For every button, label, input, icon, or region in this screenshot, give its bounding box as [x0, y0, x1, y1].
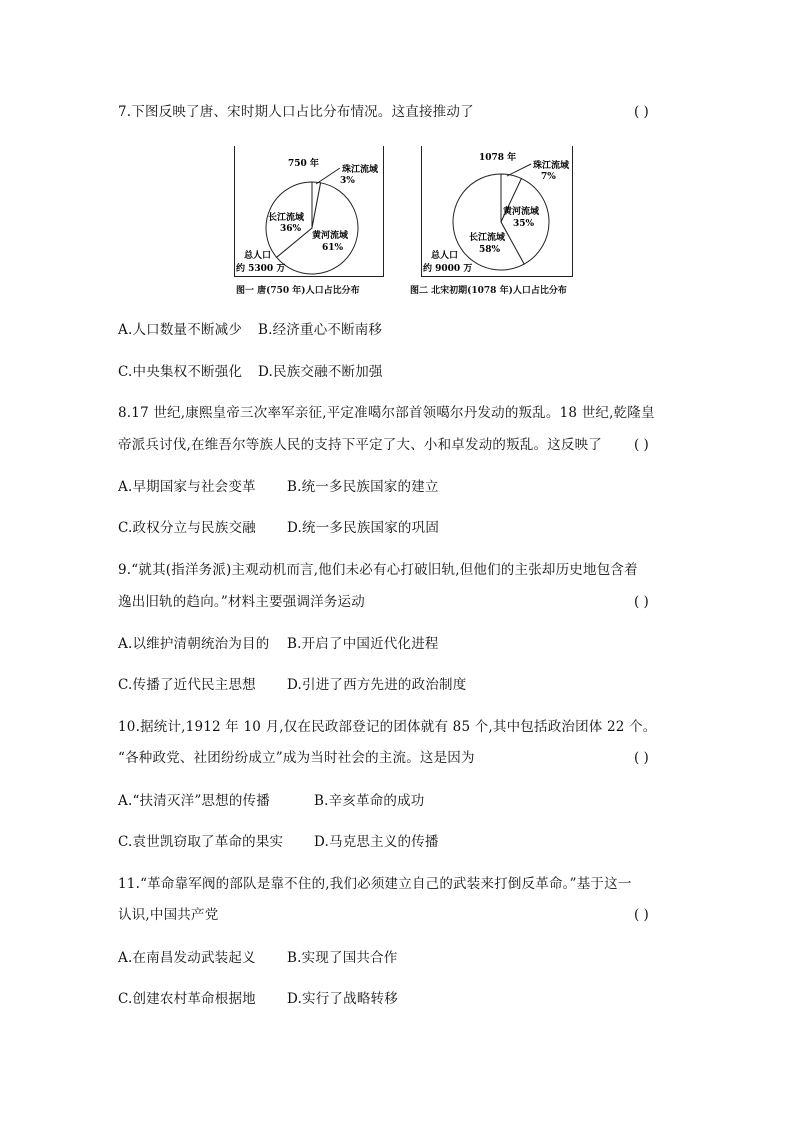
chart-1-caption: 图一 唐(750 年)人口占比分布 [236, 286, 360, 296]
q7-stem: 7.下图反映了唐、宋时期人口占比分布情况。这直接推动了 [118, 104, 474, 120]
q9-stem-line-1: 9.“就其(指洋务派)主观动机而言,他们未必有心打破旧轨,但他们的主张却历史地包含着 [118, 562, 638, 578]
q8-stem-line-2: 帝派兵讨伐,在维吾尔等族人民的支持下平定了大、小和卓发动的叛乱。这反映了 [118, 437, 602, 453]
q7-answer-paren: ( ) [634, 104, 649, 120]
chart-2-slice-2-name: 珠江流域 [533, 161, 570, 171]
q11-option-d: D.实行了战略转移 [287, 991, 398, 1007]
q10-option-d: D.马克思主义的传播 [314, 834, 439, 850]
q7-option-d: D.民族交融不断加强 [258, 364, 383, 380]
chart-1-total-title: 总人口 [244, 251, 272, 261]
chart-1-slice-1-value: 36% [280, 224, 302, 234]
q8-option-c: C.政权分立与民族交融 [118, 520, 256, 536]
chart-1-slice-2-value: 3% [340, 176, 355, 186]
chart-1-slice-2-name: 珠江流域 [342, 165, 379, 175]
chart-2-slice-1-value: 35% [513, 219, 535, 229]
chart-2-pie [421, 146, 573, 278]
q10-option-a: A.“扶清灭洋”思想的传播 [118, 793, 270, 809]
q8-option-d: D.统一多民族国家的巩固 [287, 520, 440, 536]
q11-answer-paren: ( ) [634, 907, 649, 923]
chart-2-total-value: 约 9000 万 [423, 264, 473, 274]
chart-2-total-title: 总人口 [431, 251, 459, 261]
q10-stem-line-1: 10.据统计,1912 年 10 月,仅在民政部登记的团体就有 85 个,其中包括政治团体 22 个。 [118, 719, 657, 735]
q10-answer-paren: ( ) [634, 750, 649, 766]
q11-stem-line-1: 11.“革命靠军阀的部队是靠不住的,我们必须建立自己的武装来打倒反革命。”基于这一 [118, 876, 632, 892]
q7-option-a: A.人口数量不断减少 [118, 322, 243, 338]
chart-2-year-label: 1078 年 [479, 153, 517, 163]
q11-option-a: A.在南昌发动武装起义 [118, 950, 256, 966]
q11-option-c: C.创建农村革命根据地 [118, 991, 256, 1007]
chart-1-year-label: 750 年 [288, 159, 319, 169]
q9-stem-line-2: 逸出旧轨的趋向。”材料主要强调洋务运动 [118, 594, 365, 610]
q8-option-b: B.统一多民族国家的建立 [287, 479, 439, 495]
q9-option-a: A.以维护清朝统治为目的 [118, 636, 270, 652]
chart-1-total-value: 约 5300 万 [236, 264, 286, 274]
chart-2-slice-0-value: 58% [479, 245, 501, 255]
q10-option-b: B.辛亥革命的成功 [314, 793, 425, 809]
chart-2-slice-1-name: 黄河流域 [503, 207, 540, 217]
q10-stem-line-2: “各种政党、社团纷纷成立”成为当时社会的主流。这是因为 [118, 750, 475, 766]
chart-1-slice-0-value: 61% [322, 243, 344, 253]
q9-option-b: B.开启了中国近代化进程 [287, 636, 439, 652]
chart-2-slice-2-value: 7% [541, 172, 556, 182]
q7-option-c: C.中央集权不断强化 [118, 364, 243, 380]
q8-stem-line-1: 8.17 世纪,康熙皇帝三次率军亲征,平定准噶尔部首领噶尔丹发动的叛乱。18 世纪,乾隆皇 [118, 405, 655, 421]
chart-2-caption: 图二 北宋初期(1078 年)人口占比分布 [410, 286, 567, 296]
q11-stem-line-2: 认识,中国共产党 [118, 907, 219, 923]
q8-answer-paren: ( ) [634, 437, 649, 453]
chart-1-slice-1-name: 长江流域 [268, 213, 305, 223]
q9-option-d: D.引进了西方先进的政治制度 [287, 677, 467, 693]
q11-option-b: B.实现了国共合作 [287, 950, 398, 966]
chart-1-leader-line [316, 168, 340, 184]
chart-2-leader-line [507, 164, 531, 176]
q9-answer-paren: ( ) [634, 594, 649, 610]
q8-option-a: A.早期国家与社会变革 [118, 479, 256, 495]
chart-2-slice-0-name: 长江流域 [469, 233, 506, 243]
chart-1-slice-0-name: 黄河流域 [312, 231, 349, 241]
chart-1-pie [234, 146, 384, 278]
q7-option-b: B.经济重心不断南移 [258, 322, 383, 338]
q10-option-c: C.袁世凯窃取了革命的果实 [118, 834, 284, 850]
q9-option-c: C.传播了近代民主思想 [118, 677, 256, 693]
